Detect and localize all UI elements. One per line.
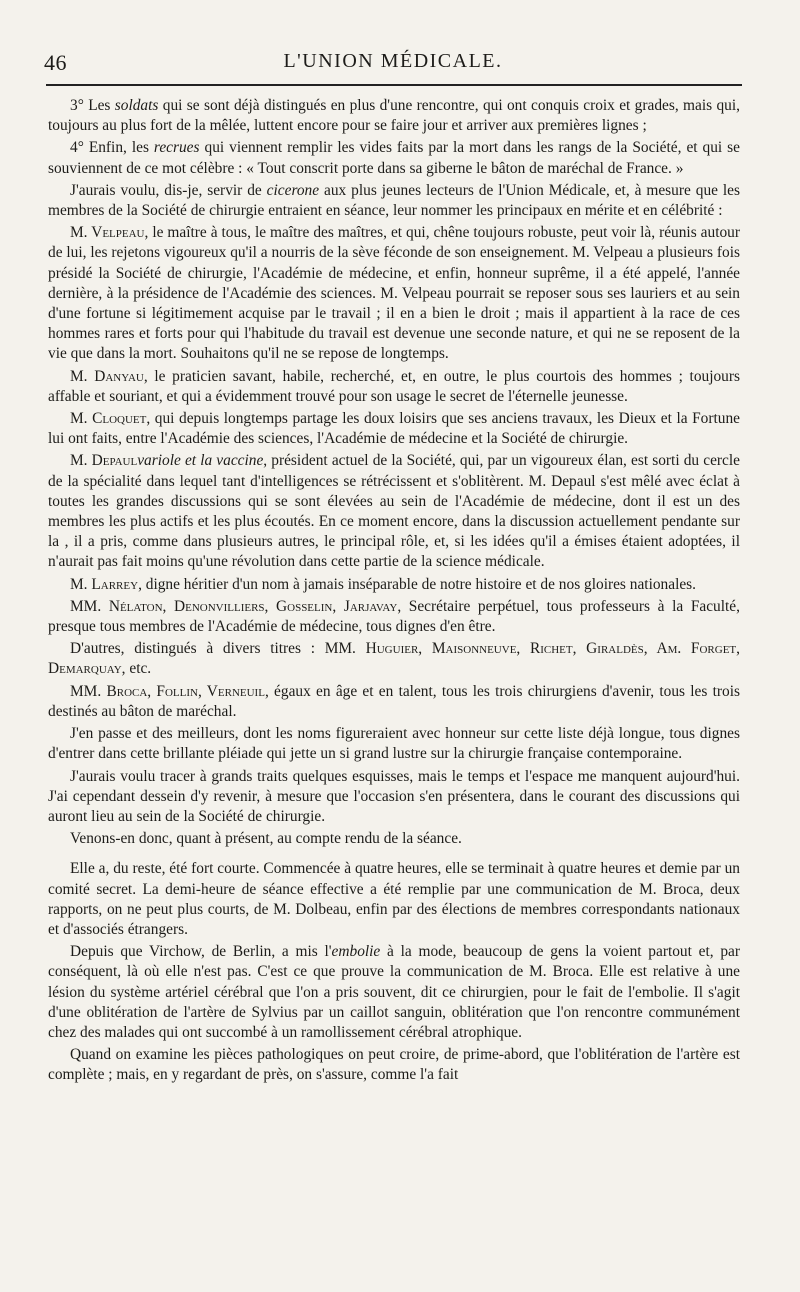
body-paragraph	[48, 223, 740, 364]
member-name: M. Depaul	[70, 452, 138, 470]
paragraph-text: Depuis que Virchow, de Berlin, a mis l'	[70, 943, 332, 961]
paragraph-text: qui se sont déjà distingués en plus d'une rencontre, qui ont conquis croix et grades, mais qui, toujours au plus fort de la mêlée, luttent encore pour se faire jour et arriver aux premières lignes ;	[48, 97, 740, 135]
italic-term: soldats	[114, 97, 159, 114]
body-paragraph	[48, 829, 740, 849]
body-paragraph	[48, 575, 740, 595]
italic-term: cicerone	[266, 181, 320, 199]
body-paragraph	[48, 859, 740, 940]
body-paragraph	[48, 724, 740, 764]
paragraph-text: , Secrétaire perpétuel, tous professeurs à la Faculté, presque tous membres de l'Académie de médecine, tous dignes d'en être.	[48, 597, 740, 636]
paragraph-text: Venons-en donc, quant à présent, au compte rendu de la séance.	[70, 830, 462, 848]
member-name: M. Danyau	[70, 367, 144, 385]
paragraph-text: J'en passe et des meilleurs, dont les noms figureraient avec honneur sur cette liste déjà longue, tous dignes d'entrer dans cette brillante pléiade qui jette un si grand lustre sur la chirurgie française contemporaine.	[48, 725, 740, 763]
paragraph-text: 3° Les	[70, 97, 115, 114]
body-paragraph	[48, 597, 740, 637]
body-paragraph	[48, 1045, 740, 1085]
running-title: L'UNION MÉDICALE.	[283, 50, 503, 72]
italic-term: variole et la vaccine	[137, 452, 264, 470]
paragraph-text: , le maître à tous, le maître des maîtres, et qui, chêne toujours robuste, peut voir là, réunis autour de lui, les rejetons vigoureux qu'il a nourris de la sève féconde de son enseignement. M. Velpeau a plusieurs fois présidé la Société de chirurgie, l'Académie de médecine, et enfin, honneur suprême, il a été appelé, l'année dernière, à la présidence de l'Académie des sciences. M. Velpeau pourrait se reposer sous ses lauriers et au sein d'une fortune si légitimement acquise par le travail ; il en a bien le droit ; mais il appartient à la race de ces hommes rares et forts pour qui l'habitude du travail est devenue une seconde nature, et qui ne se reposent de la vie que dans la mort. Souhaitons qu'il ne se repose de longtemps.	[48, 224, 740, 363]
member-name: M. Velpeau	[70, 224, 145, 242]
body-paragraph	[48, 96, 740, 136]
paragraph-text: , etc.	[121, 660, 152, 678]
member-name: MM. Nélaton, Denonvilliers, Gosselin, Jarjavay	[70, 597, 398, 615]
italic-term: recrues	[153, 139, 200, 157]
body-paragraph	[48, 682, 740, 722]
body-paragraph	[48, 451, 740, 572]
member-name: M. Cloquet	[70, 410, 147, 428]
paragraph-text: , il a pris, comme dans plusieurs autres, le principal rôle, et, si les idées qu'il a émises étaient adoptées, il n'aurait pas fait moins qu'une révolution dans cette partie de la science médicale.	[48, 533, 740, 571]
paragraph-text: Elle a, du reste, été fort courte. Commencée à quatre heures, elle se terminait à quatre heures et demie par un comité secret. La demi-heure de séance effective a été remplie par une communication de M. Broca, deux rapports, on ne peut plus courts, de M. Dolbeau, enfin par des élections de membres correspondants nationaux et d'associés étrangers.	[48, 860, 740, 938]
header-rule	[46, 84, 742, 86]
page-header	[44, 46, 742, 82]
member-name: MM. Huguier, Maisonneuve, Richet, Giraldès, Am. Forget, Demarquay	[48, 640, 740, 678]
paragraph-text: qui viennent remplir les vides faits par la mort dans les rangs de la Société, et qui se souviennent de ce mot célèbre : « Tout conscrit porte dans sa giberne le bâton de maréchal de France. »	[48, 139, 740, 177]
paragraph-text: , digne héritier d'un nom à jamais inséparable de notre histoire et de nos gloires nationales.	[138, 575, 697, 593]
paragraph-text: J'aurais voulu, dis-je, servir de	[70, 181, 267, 199]
paragraph-text: , égaux en âge et en talent, tous les trois chirurgiens d'avenir, tous les trois destinés au bâton de maréchal.	[48, 682, 740, 720]
paragraph-text: J'aurais voulu tracer à grands traits quelques esquisses, mais le temps et l'espace me manquent aujourd'hui. J'ai cependant dessein d'y revenir, à mesure que l'occasion s'en présentera, dans le courant des discussions qui auront lieu au sein de la Société de chirurgie.	[48, 767, 740, 825]
paragraph-text: , président actuel de la Société, qui, par un vigoureux élan, est sorti du cercle de la spécialité dans lequel tant d'intelligences se rétrécissent et s'oblitèrent. M. Depaul s'est mêlé avec éclat à toutes les grandes discussions qui se sont élevées au sein de l'Académie de médecine, dont il est un des membres les plus actifs et les plus écoutés. En ce moment encore, dans la discussion actuellement pendante sur la	[48, 452, 740, 551]
body-paragraph	[48, 942, 740, 1043]
body-paragraph	[48, 367, 740, 407]
page-number: 46	[44, 50, 67, 75]
body-paragraph	[48, 181, 740, 221]
paragraph-text: , le praticien savant, habile, recherché, et, en outre, le plus courtois des hommes ; toujours affable et souriant, et qui a évidemment trouvé pour son usage le secret de l'éternelle jeunesse.	[48, 367, 740, 405]
body-paragraph	[48, 409, 740, 449]
body-paragraph	[48, 138, 740, 178]
paragraph-text: à la mode, beaucoup de gens la voient partout et, par conséquent, là où elle n'est pas. C'est ce que prouve la communication de M. Broca. Elle est relative à une lésion du système artériel cérébral que l'on a pris souvent, dit ce chirurgien, pour le fait de l'embolie. Il s'agit d'une oblitération de l'artère de Sylvius par un caillot sanguin, oblitération que l'on rencontre communément chez des malades qui ont succombé à un ramollissement cérébral atrophique.	[48, 943, 740, 1041]
paragraph-text: , qui depuis longtemps partage les doux loisirs que ses anciens travaux, les Dieux et la Fortune lui ont faits, entre l'Académie des sciences, l'Académie de médecine et la Société de chirurgie.	[48, 410, 740, 448]
member-name: MM. Broca, Follin, Verneuil	[70, 682, 265, 700]
paragraph-text: Quand on examine les pièces pathologiques on peut croire, de prime-abord, que l'oblitération de l'artère est complète ; mais, en y regardant de près, on s'assure, comme l'a fait	[48, 1046, 740, 1084]
italic-term: embolie	[331, 943, 381, 961]
paragraph-text: 4° Enfin, les	[70, 139, 154, 157]
article-body	[48, 96, 740, 1272]
member-name: M. Larrey	[70, 575, 139, 593]
paragraph-text: D'autres, distingués à divers titres :	[70, 640, 325, 658]
body-paragraph	[48, 767, 740, 828]
body-paragraph	[48, 639, 740, 679]
paragraph-text: aux plus jeunes lecteurs de l'Union Médicale, et, à mesure que les membres de la Société de chirurgie entraient en séance, leur nommer les principaux en mérite et en célébrité :	[48, 181, 740, 220]
